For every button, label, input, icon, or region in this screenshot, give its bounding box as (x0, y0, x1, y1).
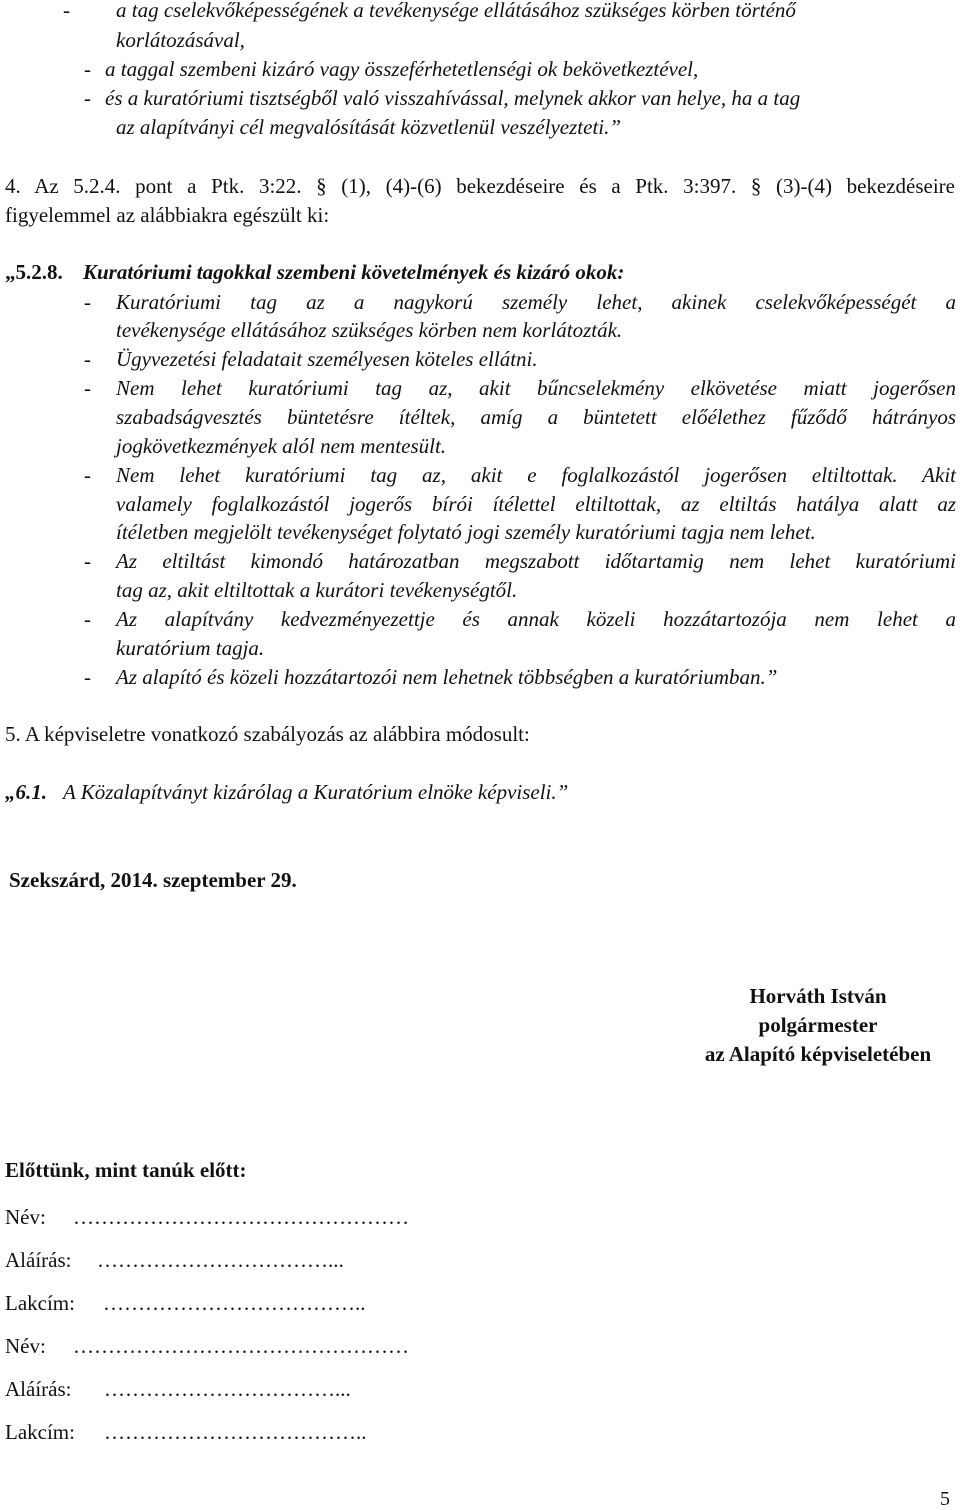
section-heading-number: „5.2.8. (5, 260, 63, 284)
list-item-line: Ügyvezetési feladatait személyesen köteles ellátni. (116, 347, 538, 371)
list-item-line: Nem lehet kuratóriumi tag az, akit e foglalkozástól jogerősen eltiltottak. Akit (116, 463, 956, 487)
list-item-line: Nem lehet kuratóriumi tag az, akit bűncselekmény elkövetése miatt jogerősen (116, 376, 956, 400)
section-number: „6.1. (5, 780, 47, 804)
field-label: Név: (5, 1205, 46, 1229)
list-dash: - (84, 376, 91, 400)
list-dash: - (84, 665, 91, 689)
signatory-title: polgármester (758, 1013, 878, 1037)
list-item-line: Az alapítvány kedvezményezettje és annak közeli hozzátartozója nem lehet a (116, 607, 956, 631)
list-item-line: ítéletben megjelölt tevékenységet folytató jogi személy kuratóriumi tagja nem lehet. (116, 520, 816, 544)
field-dots[interactable]: ……………………………... (97, 1248, 344, 1272)
list-item-line: a tag cselekvőképességének a tevékenysége ellátásához szükséges körben történő (116, 0, 796, 22)
field-label: Név: (5, 1334, 46, 1358)
list-item-line: korlátozásával, (116, 28, 245, 52)
section-heading: Kuratóriumi tagokkal szembeni követelmények és kizáró okok: (83, 260, 625, 284)
field-label: Aláírás: (5, 1377, 72, 1401)
signatory-name: Horváth István (749, 984, 887, 1008)
section-4-line: figyelemmel az alábbiakra egészült ki: (5, 203, 330, 227)
list-dash: - (84, 549, 91, 573)
field-dots[interactable]: ……………………………... (104, 1377, 351, 1401)
field-dots[interactable]: ……………………………….. (103, 1291, 366, 1315)
section-4-line: 4. Az 5.2.4. pont a Ptk. 3:22. § (1), (4)-(6) bekezdéseire és a Ptk. 3:397. § (3)-(4) bekezdéseire (5, 174, 955, 198)
list-item-line: és a kuratóriumi tisztségből való visszahívással, melynek akkor van helye, ha a tag (105, 86, 801, 110)
list-item-line: Az eltiltást kimondó határozatban megszabott időtartamig nem lehet kuratóriumi (116, 549, 956, 573)
list-dash: - (63, 0, 70, 22)
field-dots[interactable]: ………………………………………… (73, 1205, 409, 1229)
section-5-text: 5. A képviseletre vonatkozó szabályozás az alábbira módosult: (5, 722, 530, 746)
list-dash: - (84, 347, 91, 371)
list-item-line: Kuratóriumi tag az a nagykorú személy lehet, akinek cselekvőképességét a (116, 290, 956, 314)
list-dash: - (84, 86, 91, 110)
list-item-line: tag az, akit eltiltottak a kurátori tevékenységtől. (116, 578, 518, 602)
list-item-line: kuratórium tagja. (116, 636, 265, 660)
field-dots[interactable]: ……………………………….. (104, 1420, 367, 1444)
signatory-role: az Alapító képviseletében (704, 1042, 932, 1066)
list-item-line: valamely foglalkozástól jogerős bírói ítélettel eltiltottak, az eltiltás hatálya alatt az (116, 492, 956, 516)
field-label: Aláírás: (5, 1248, 72, 1272)
list-item-line: a taggal szembeni kizáró vagy összeférhetetlenségi ok bekövetkeztével, (105, 57, 699, 81)
field-dots[interactable]: ………………………………………… (73, 1334, 409, 1358)
list-dash: - (84, 57, 91, 81)
list-item-line: jogkövetkezmények alól nem mentesült. (116, 434, 447, 458)
list-item-line: Az alapító és közeli hozzátartozói nem lehetnek többségben a kuratóriumban.” (116, 665, 778, 689)
list-dash: - (84, 463, 91, 487)
witnesses-heading: Előttünk, mint tanúk előtt: (5, 1158, 247, 1182)
field-label: Lakcím: (5, 1291, 75, 1315)
page-number: 5 (940, 1488, 950, 1510)
list-item-line: tevékenysége ellátásához szükséges körben nem korlátozták. (116, 318, 623, 342)
list-dash: - (84, 607, 91, 631)
list-dash: - (84, 290, 91, 314)
section-text: A Közalapítványt kizárólag a Kuratórium elnöke képviseli.” (63, 780, 569, 804)
list-item-line: az alapítványi cél megvalósítását közvetlenül veszélyezteti.” (116, 115, 622, 139)
field-label: Lakcím: (5, 1420, 75, 1444)
place-date: Szekszárd, 2014. szeptember 29. (9, 868, 297, 892)
list-item-line: szabadságvesztés büntetésre ítéltek, amíg a büntetett előélethez fűződő hátrányos (116, 405, 956, 429)
